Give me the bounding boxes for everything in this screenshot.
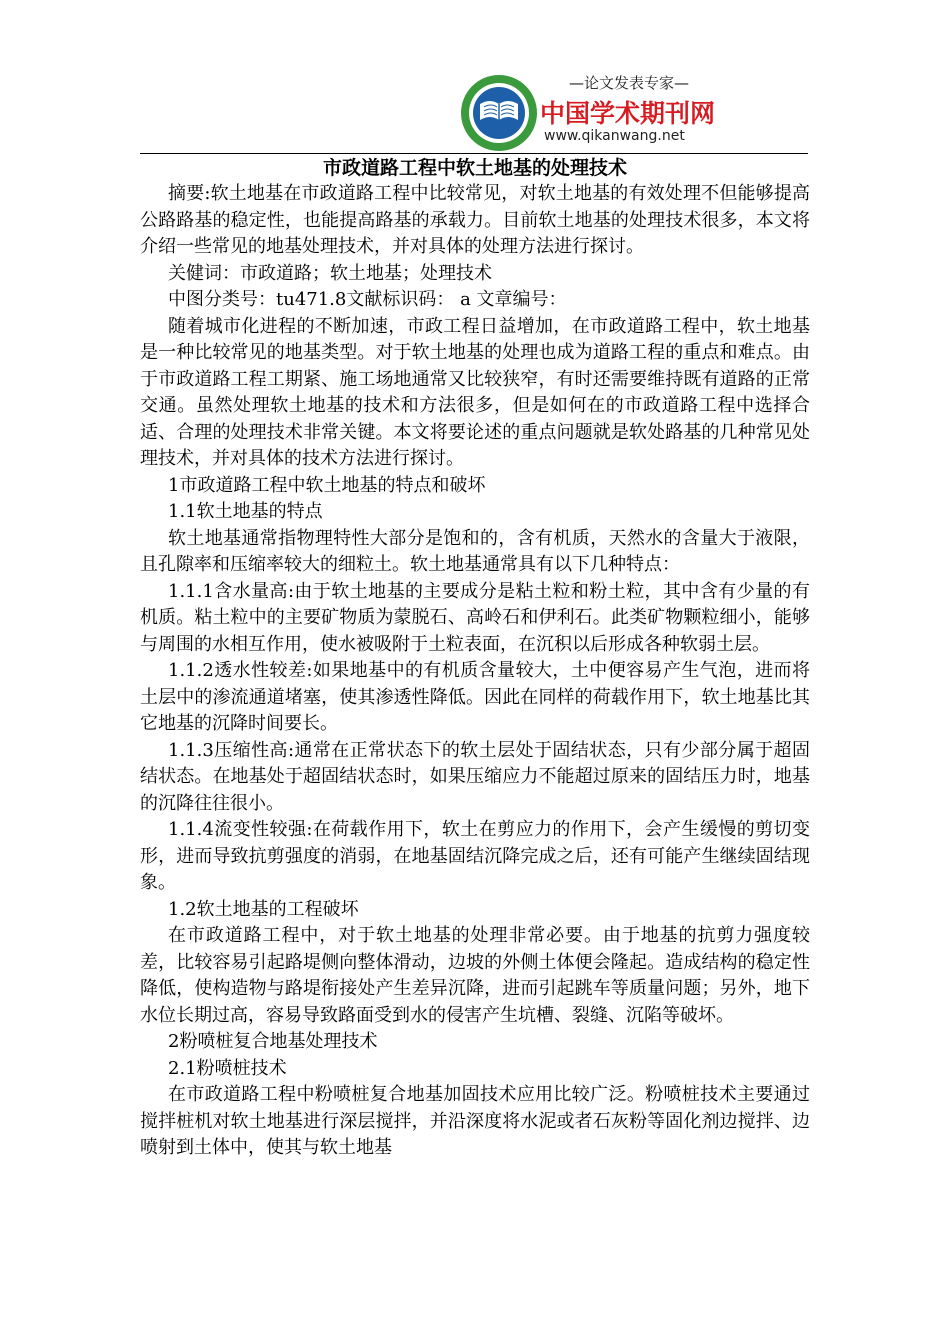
header-divider — [140, 153, 808, 154]
brand-tagline: —论文发表专家— — [568, 74, 689, 92]
paragraph: 在市政道路工程中粉喷桩复合地基加固技术应用比较广泛。粉喷桩技术主要通过搅拌桩机对软土地基进行深层搅拌，并沿深度将水泥或者石灰粉等固化剂边搅拌、边喷射到土体中，使其与软土地基 — [140, 1084, 810, 1158]
book-globe-logo-icon — [460, 74, 538, 152]
article-title: 市政道路工程中软土地基的处理技术 — [322, 157, 627, 179]
classification: 中图分类号：tu471.8文献标识码： a 文章编号： — [168, 289, 567, 310]
paragraph: 软土地基通常指物理特性大部分是饱和的，含有机质，天然水的含量大于液限，且孔隙率和压缩率较大的细粒土。软土地基通常具有以下几种特点： — [140, 527, 810, 575]
brand-url[interactable]: www.qikanwang.net — [544, 128, 685, 144]
paragraph: 随着城市化进程的不断加速，市政工程日益增加，在市政道路工程中，软土地基是一种比较常见的地基类型。对于软土地基的处理也成为道路工程的重点和难点。由于市政道路工程工期紧、施工场地通常又比较狭窄，有时还需要维持既有道路的正常交通。虽然处理软土地基的技术和方法很多，但是如何在的市政道路工程中选择合适、合理的处理技术非常关键。本文将要论述的重点问题就是软处路基的几种常见处理技术，并对具体的技术方法进行探讨。 — [140, 315, 810, 469]
site-header — [460, 70, 720, 152]
paragraph: 1.1.2透水性较差:如果地基中的有机质含量较大，土中便容易产生气泡，进而将土层中的渗流通道堵塞，使其渗透性降低。因此在同样的荷载作用下，软土地基比其它地基的沉降时间要长。 — [140, 660, 810, 734]
abstract: 摘要:软土地基在市政道路工程中比较常见，对软土地基的有效处理不但能够提高公路路基的稳定性，也能提高路基的承载力。目前软土地基的处理技术很多，本文将介绍一些常见的地基处理技术，并对具体的处理方法进行探讨。 — [140, 183, 810, 257]
keywords: 关健词：市政道路；软土地基；处理技术 — [168, 262, 492, 284]
subsection-heading: 1.2软土地基的工程破坏 — [168, 898, 359, 920]
section-heading: 1市政道路工程中软土地基的特点和破坏 — [168, 474, 486, 496]
subsection-heading: 1.1软土地基的特点 — [168, 501, 323, 522]
paragraph: 1.1.4流变性较强:在荷载作用下，软土在剪应力的作用下，会产生缓慢的剪切变形，进而导致抗剪强度的消弱，在地基固结沉降完成之后，还有可能产生继续固结现象。 — [140, 819, 810, 893]
subsection-heading: 2.1粉喷桩技术 — [168, 1057, 287, 1079]
paragraph: 在市政道路工程中，对于软土地基的处理非常必要。由于地基的抗剪力强度较差，比较容易引起路堤侧向整体滑动，边坡的外侧土体便会隆起。造成结构的稳定性降低，使构造物与路堤衔接处产生差异沉降，进而引起跳车等质量问题；另外，地下水位长期过高，容易导致路面受到水的侵害产生坑槽、裂缝、沉陷等破坏。 — [140, 925, 810, 1026]
article — [140, 155, 810, 1162]
paragraph: 1.1.1含水量高:由于软土地基的主要成分是粘土粒和粉土粒，其中含有少量的有机质。粘土粒中的主要矿物质为蒙脱石、高岭石和伊利石。此类矿物颗粒细小，能够与周围的水相互作用，使水被吸附于土粒表面，在沉积以后形成各种软弱土层。 — [140, 580, 810, 655]
paragraph: 1.1.3压缩性高:通常在正常状态下的软土层处于固结状态，只有少部分属于超固结状态。在地基处于超固结状态时，如果压缩应力不能超过原来的固结压力时，地基的沉降往往很小。 — [140, 739, 810, 814]
brand-name: 中国学术期刊网 — [540, 99, 716, 128]
section-heading: 2粉喷桩复合地基处理技术 — [168, 1031, 378, 1052]
